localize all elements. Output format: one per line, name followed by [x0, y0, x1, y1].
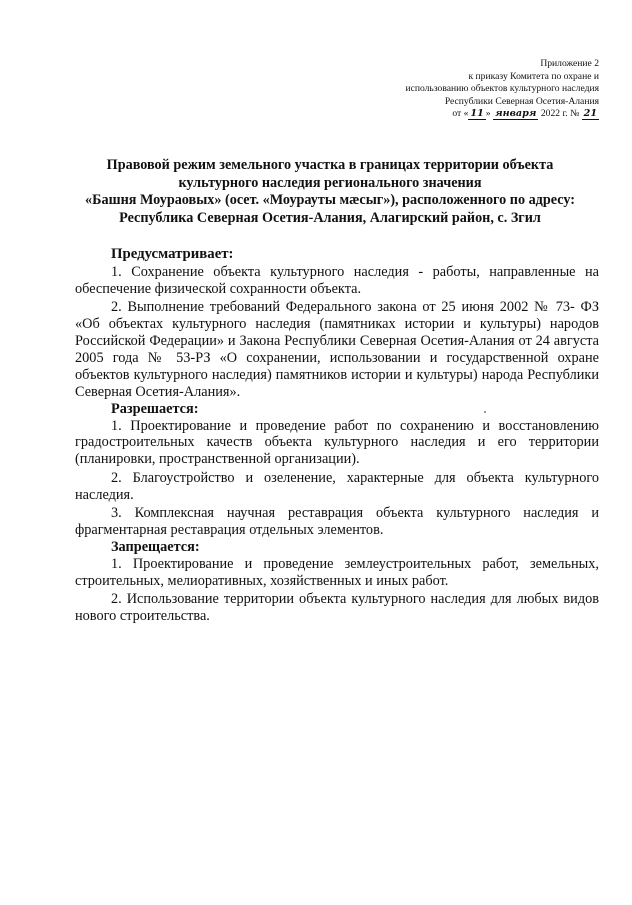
heading-allowed: Разрешается:: [111, 400, 199, 417]
heading-provides: Предусматривает:: [111, 246, 234, 262]
appendix-republic: Республики Северная Осетия-Алания: [444, 95, 599, 107]
forbidden-item-2: 2. Использование территории объекта культурного наследия для любых видов нового строительства.: [75, 591, 599, 625]
appendix-date-line: [405, 108, 599, 121]
handwritten-day: 11: [470, 108, 484, 120]
title-line-1: Правовой режим земельного участка в границах территории объекта: [106, 157, 554, 173]
date-mid: »: [485, 108, 493, 120]
document-body: [75, 246, 599, 626]
heading-forbidden: Запрещается:: [111, 538, 200, 555]
title-line-4: Республика Северная Осетия-Алания, Алагирский район, с. Згил: [119, 209, 541, 226]
date-year: 2022 г. №: [538, 108, 582, 120]
date-prefix: от «: [452, 108, 469, 120]
forbidden-item-1: 1. Проектирование и проведение землеустроительных работ, земельных, строительных, мелиоративных, хозяйственных и иных работ.: [75, 555, 599, 589]
appendix-number: Приложение 2: [540, 58, 599, 69]
allowed-item-3: 3. Комплексная научная реставрация объекта культурного наследия и фрагментарная реставрация отдельных элементов.: [75, 505, 599, 538]
appendix-header: [405, 58, 599, 121]
appendix-order-ref: к приказу Комитета по охране и: [468, 70, 599, 82]
provides-item-1: 1. Сохранение объекта культурного наследия - работы, направленные на обеспечение физической сохранности объекта.: [75, 263, 599, 297]
allowed-item-1: 1. Проектирование и проведение работ по сохранению и восстановлению градостроительных качеств объекта культурного наследия и его территории (планировки, пространственной организации).: [75, 417, 599, 468]
scan-speck: [484, 411, 486, 413]
allowed-item-2: 2. Благоустройство и озеленение, характерные для объекта культурного наследия.: [75, 469, 599, 503]
handwritten-order-number: 21: [583, 108, 597, 120]
document-title: [60, 157, 600, 227]
appendix-committee: использованию объектов культурного наследия: [405, 83, 599, 95]
handwritten-month: января: [494, 108, 537, 120]
title-line-3: «Башня Моураовых» (осет. «Моурауты мæсыг»), расположенного по адресу:: [85, 192, 575, 209]
provides-item-2: 2. Выполнение требований Федерального закона от 25 июня 2002 № 73- ФЗ «Об объектах культурного наследия (памятниках истории и культуры) народов Российской Федерации» и Закона Республики Северная Осетия-Алания от 24 августа 2005 года № 53-РЗ «О сохранении, использовании и государственной охране объектов культурного наследия) памятников истории и культуры) народа Республики Северная Осетия-Алания».: [75, 299, 599, 400]
title-line-2: культурного наследия регионального значения: [178, 174, 482, 191]
